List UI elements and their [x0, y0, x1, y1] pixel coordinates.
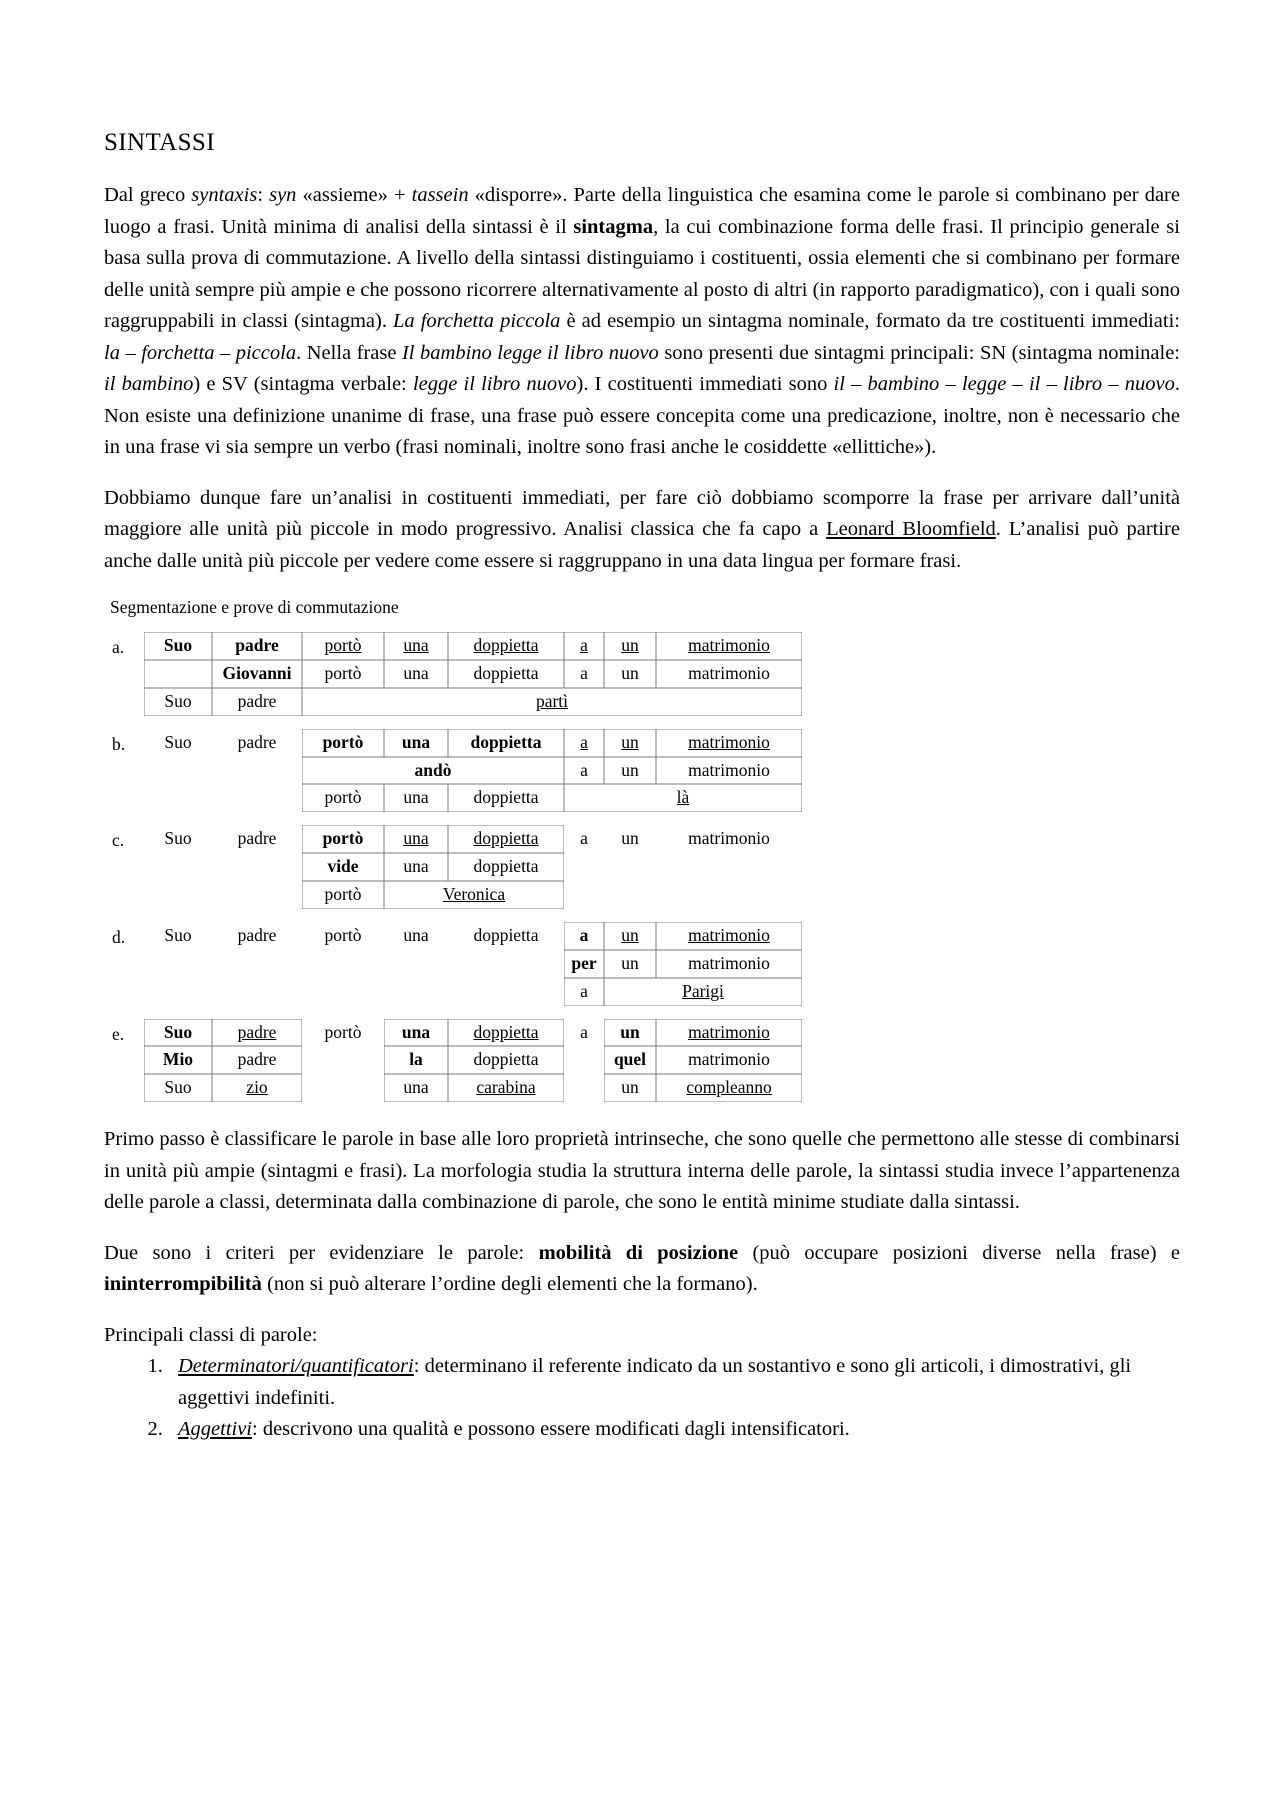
text-run: . L’analisi può partire anche dalle unità più piccole per vedere come essere si raggruppano in una data lingua per formare frasi. — [104, 518, 1180, 572]
cell-d-2-5: a — [580, 980, 588, 1001]
italic-run: il – bambino – legge – il – libro – nuovo — [833, 373, 1175, 395]
cell-b-1-5: matrimonio — [688, 759, 770, 780]
cell-b-2-3: una — [403, 787, 429, 808]
table-row — [144, 688, 802, 716]
list-item-text: : descrivono una qualità e possono essere modificati dagli intensificatori. — [252, 1418, 850, 1441]
word-classes-list — [104, 1351, 1180, 1446]
cell-a-0-7: matrimonio — [688, 635, 770, 655]
cell-d-0-6: un — [621, 924, 639, 945]
list-item — [168, 1351, 1180, 1414]
cell-c-2-3: Veronica — [442, 884, 506, 904]
bold-run: mobilità di posizione — [538, 1241, 739, 1264]
cell-a-1-5: a — [580, 662, 588, 683]
cell-a-1-6: un — [621, 662, 639, 683]
cell-d-1-6: un — [621, 952, 639, 973]
cell-d-0-5: a — [579, 924, 589, 945]
text-run: (non si può alterare l’ordine degli elementi che la formano). — [261, 1273, 758, 1296]
table-row — [144, 825, 802, 853]
cell-b-0-3: una — [401, 731, 431, 752]
italic-run: tassein — [411, 184, 469, 206]
table-row — [144, 950, 802, 978]
text-run: sono presenti due sintagmi principali: SN (sintagma nominale: — [658, 341, 1181, 364]
cell-e-1-4: doppietta — [473, 1049, 539, 1070]
table-row — [144, 660, 802, 688]
cell-e-0-1: padre — [237, 1021, 277, 1042]
cell-a-0-4: doppietta — [473, 635, 539, 655]
text-run: Dal greco — [104, 184, 192, 206]
cell-a-1-1: Giovanni — [222, 662, 292, 683]
text-run: . Non esiste una definizione unanime di frase, una frase può essere concepita come una predicazione, inoltre, non è necessario che in una frase vi sia sempre un verbo (frasi nominali, inoltre sono frasi anche le cosiddette «ellittiche»). — [104, 373, 1180, 458]
cell-d-0-0: Suo — [164, 924, 192, 945]
table-row — [144, 632, 802, 660]
block-label-d: d. — [112, 926, 126, 947]
table-row — [144, 881, 802, 909]
table-row — [144, 1019, 802, 1047]
cell-a-2-1: padre — [237, 690, 277, 711]
cell-e-0-2: portò — [324, 1021, 362, 1042]
cell-e-2-1: zio — [246, 1077, 268, 1098]
paragraph-2 — [104, 483, 1180, 578]
list-item-term: Aggettivi — [178, 1418, 253, 1441]
cell-e-1-3: la — [409, 1049, 423, 1070]
cell-e-2-6: un — [621, 1077, 639, 1098]
cell-c-0-1: padre — [237, 828, 277, 849]
figure-block-e — [104, 1019, 1180, 1103]
cell-a-0-3: una — [403, 635, 429, 655]
block-label-a: a. — [112, 637, 125, 657]
cell-a-0-6: un — [621, 635, 639, 655]
cell-a-1-3: una — [403, 662, 429, 683]
cell-a-2-0: Suo — [164, 690, 192, 711]
block-d-table — [144, 922, 802, 1006]
cell-e-2-0: Suo — [164, 1077, 192, 1098]
text-run: Principali classi di parole: — [104, 1323, 318, 1346]
cell-c-0-2: portò — [322, 828, 364, 849]
cell-b-0-2: portò — [322, 731, 364, 752]
page-title: SINTASSI — [104, 129, 215, 156]
paragraph-5 — [104, 1320, 1180, 1352]
cell-b-0-7: matrimonio — [688, 731, 770, 752]
cell-b-0-4: doppietta — [470, 731, 542, 752]
figure-block-c — [104, 825, 1180, 909]
cell-c-1-4: doppietta — [473, 856, 539, 877]
cell-e-0-7: matrimonio — [688, 1021, 770, 1042]
italic-run: La forchetta piccola — [393, 310, 561, 332]
table-row — [144, 853, 802, 881]
block-label-c: c. — [112, 830, 125, 851]
cell-e-1-7: matrimonio — [688, 1049, 770, 1070]
cell-e-2-7: compleanno — [686, 1077, 772, 1098]
table-row — [144, 784, 802, 812]
cell-e-1-6: quel — [613, 1049, 647, 1070]
italic-run: il bambino — [104, 373, 194, 395]
italic-run: syn — [269, 184, 297, 206]
text-run: : — [257, 184, 270, 206]
cell-d-1-7: matrimonio — [688, 952, 770, 973]
cell-d-0-1: padre — [237, 924, 277, 945]
underlined-name: Leonard Bloomfield — [826, 518, 996, 540]
cell-c-0-5: a — [580, 828, 588, 849]
bold-run: sintagma — [573, 215, 654, 238]
cell-b-2-2: portò — [324, 787, 362, 808]
cell-d-2-6: Parigi — [682, 980, 724, 1001]
bold-run: ininterrompibilità — [104, 1273, 262, 1296]
figure-block-d — [104, 922, 1180, 1006]
text-run: Primo passo è classificare le parole in base alle loro proprietà intrinseche, che sono quelle che permettono alle stesse di combinarsi in unità più ampie (sintagmi e frasi). La morfologia studia la struttura interna delle parole, la sintassi studia invece l’appartenenza delle parole a classi, determinata dalla combinazione di parole, che sono le entità minime studiate dalla sintassi. — [104, 1128, 1180, 1214]
cell-d-0-4: doppietta — [473, 924, 539, 945]
cell-a-0-5: a — [580, 635, 588, 655]
paragraph-1 — [104, 180, 1180, 464]
table-row — [144, 757, 802, 785]
block-c-table — [144, 825, 802, 909]
cell-e-0-0: Suo — [163, 1021, 193, 1042]
text-run: , la cui combinazione forma delle frasi. Il principio generale si basa sulla prova di commutazione. A livello della sintassi distinguiamo i costituenti, ossia elementi che si combinano per formare delle unità sempre più ampie e che possono ricorrere alternativamente al posto di altri (in rapporto paradigmatico), con i quali sono raggruppabili in classi (sintagma). — [104, 215, 1180, 332]
cell-a-2-2: partì — [535, 690, 569, 711]
cell-e-0-5: a — [580, 1021, 588, 1042]
italic-run: legge il libro nuovo — [412, 373, 577, 395]
figure-block-b — [104, 729, 1180, 813]
cell-a-1-2: portò — [324, 662, 362, 683]
cell-b-1-2: andò — [414, 759, 452, 780]
table-row — [144, 1074, 802, 1102]
text-run: «assieme» + — [296, 184, 412, 206]
cell-e-1-0: Mio — [162, 1049, 194, 1070]
figure-caption: Segmentazione e prove di commutazione — [110, 597, 399, 617]
cell-d-0-7: matrimonio — [688, 924, 770, 945]
italic-run: la – forchetta – piccola — [104, 341, 297, 364]
cell-c-1-2: vide — [327, 856, 359, 877]
cell-a-0-2: portò — [324, 635, 362, 655]
cell-d-0-2: portò — [324, 924, 362, 945]
table-row — [144, 729, 802, 757]
table-row — [144, 1046, 802, 1074]
list-item-text: : determinano il referente indicato da un sostantivo e sono gli articoli, i dimostrativi, gli aggettivi indefiniti. — [178, 1355, 1132, 1409]
text-run: ) e SV (sintagma verbale: — [193, 373, 413, 395]
cell-b-2-4: doppietta — [473, 787, 539, 808]
text-run: (può occupare posizioni diverse nella frase) e — [738, 1241, 1180, 1264]
text-run: è ad esempio un sintagma nominale, formato da tre costituenti immediati: — [560, 310, 1180, 332]
cell-b-0-6: un — [621, 731, 639, 752]
cell-e-0-4: doppietta — [473, 1021, 539, 1042]
italic-run: syntaxis — [191, 184, 258, 206]
block-a-table — [144, 632, 802, 716]
cell-d-1-5: per — [571, 952, 597, 973]
text-run: «disporre». Parte della linguistica che esamina come le parole si combinano per dare luogo a frasi. Unità minima di analisi della sintassi è il — [104, 184, 1180, 238]
block-label-b: b. — [112, 733, 126, 754]
cell-e-2-3: una — [403, 1077, 429, 1098]
block-b-table — [144, 729, 802, 813]
cell-e-0-6: un — [620, 1021, 640, 1042]
italic-run: Il bambino legge il libro nuovo — [401, 341, 659, 364]
cell-b-0-1: padre — [237, 731, 277, 752]
commutation-figure — [104, 632, 1180, 1102]
table-row — [144, 978, 802, 1006]
cell-e-2-4: carabina — [476, 1077, 536, 1098]
cell-b-0-5: a — [580, 731, 588, 752]
cell-c-0-3: una — [403, 828, 429, 849]
paragraph-4 — [104, 1238, 1180, 1301]
text-run: . Nella frase — [296, 341, 402, 364]
cell-b-2-5: là — [676, 787, 690, 808]
block-label-e: e. — [112, 1023, 125, 1044]
cell-a-1-7: matrimonio — [688, 662, 770, 683]
cell-c-0-4: doppietta — [473, 828, 539, 849]
cell-d-0-3: una — [403, 924, 429, 945]
cell-c-2-2: portò — [324, 884, 362, 904]
cell-c-0-6: un — [621, 828, 639, 849]
cell-b-1-3: a — [580, 759, 588, 780]
cell-a-1-4: doppietta — [473, 662, 539, 683]
cell-e-1-1: padre — [237, 1049, 277, 1070]
text-run: Dobbiamo dunque fare un’analisi in costituenti immediati, per fare ciò dobbiamo scomporre la frase per arrivare dall’unità maggiore alle unità più piccole in modo progressivo. Analisi classica che fa capo a — [104, 486, 1180, 540]
cell-b-0-0: Suo — [164, 731, 192, 752]
cell-c-0-7: matrimonio — [688, 828, 770, 849]
paragraph-3 — [104, 1124, 1180, 1219]
cell-c-1-3: una — [403, 856, 429, 877]
cell-a-0-1: padre — [235, 635, 279, 655]
list-item-term: Determinatori/quantificatori — [178, 1355, 414, 1378]
block-e-table — [144, 1019, 802, 1103]
figure-block-a — [104, 632, 1180, 716]
cell-e-0-3: una — [401, 1021, 431, 1042]
cell-b-1-4: un — [621, 759, 639, 780]
text-run: Due sono i criteri per evidenziare le parole: — [104, 1241, 539, 1264]
table-row — [144, 922, 802, 950]
text-run: ). I costituenti immediati sono — [576, 373, 834, 395]
list-item — [168, 1414, 1180, 1446]
cell-c-0-0: Suo — [164, 828, 192, 849]
cell-a-0-0: Suo — [163, 635, 193, 655]
